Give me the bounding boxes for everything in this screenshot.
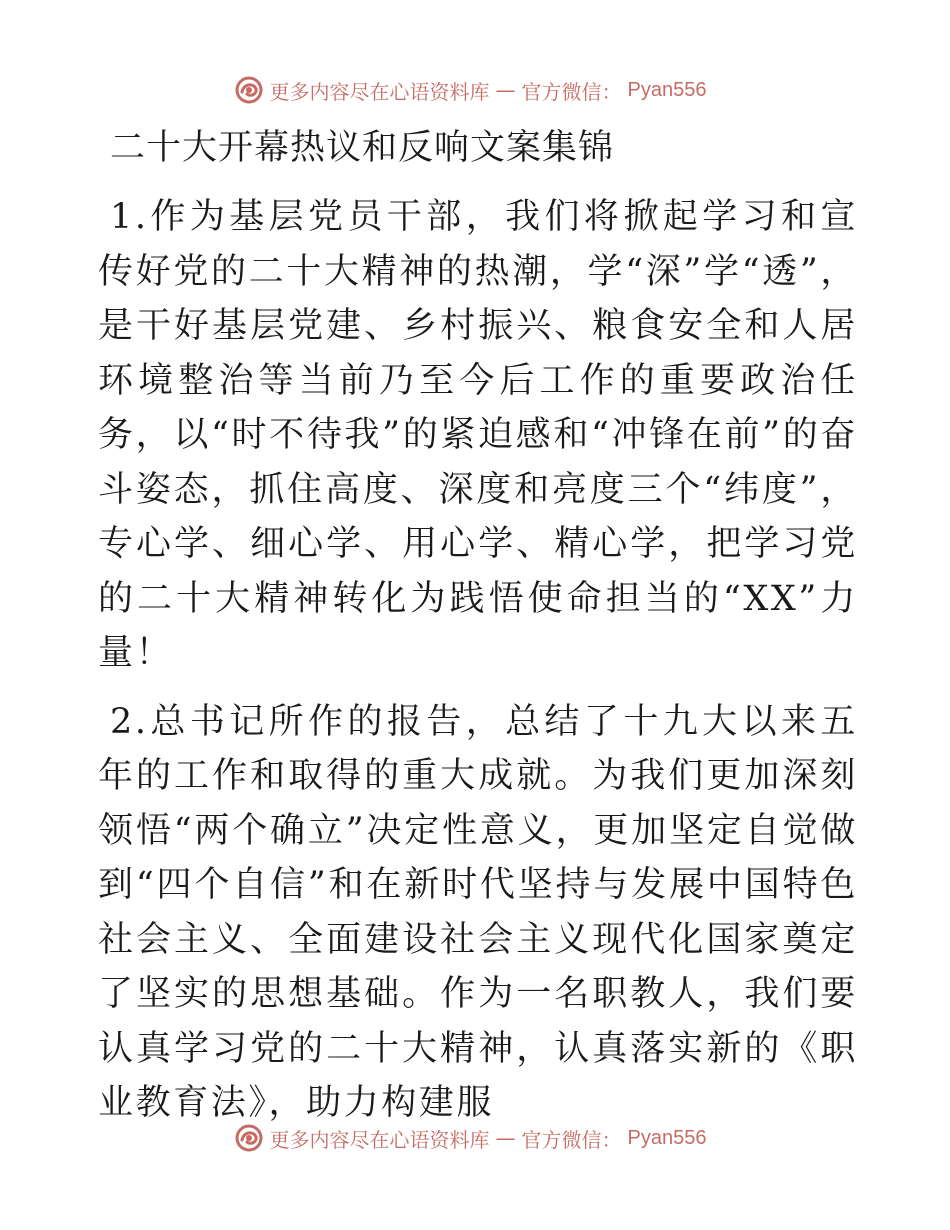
paragraph-1 <box>98 190 858 681</box>
footer-watermark-banner <box>0 1118 950 1158</box>
banner-separator: — <box>495 78 516 102</box>
paragraph-2-text: 2.总书记所作的报告，总结了十九大以来五年的工作和取得的重大成就。为我们更加深刻领悟“两个确立”决定性意义，更加坚定自觉做到“四个自信”和在新时代坚持与发展中国特色社会主义、全面建设社会主义现代化国家奠定了坚实的思想基础。作为一名职教人，我们要认真学习党的二十大精神，认真落实新的《职业教育法》，助力构建服 <box>98 701 858 1123</box>
document-body <box>98 122 858 1131</box>
banner-slogan: 更多内容尽在心语资料库 <box>269 79 490 104</box>
footer-banner-wechat-label: 官方微信： <box>521 1127 622 1152</box>
header-watermark-banner <box>0 70 950 110</box>
paragraph-1-text: 1.作为基层党员干部，我们将掀起学习和宣传好党的二十大精神的热潮，学“深”学“透”，是干好基层党建、乡村振兴、粮食安全和人居环境整治等当前乃至今后工作的重要政治任务，以“时不待我”的紧迫感和“冲锋在前”的奋斗姿态，抓住高度、深度和亮度三个“纬度”，专心学、细心学、用心学、精心学，把学习党的二十大精神转化为践悟使命担当的“XX”力量！ <box>98 197 858 673</box>
paragraph-2 <box>98 695 858 1131</box>
swirl-logo-icon <box>234 1123 264 1153</box>
footer-banner-slogan: 更多内容尽在心语资料库 <box>269 1127 490 1152</box>
footer-banner-separator: — <box>495 1126 516 1150</box>
footer-banner-content <box>234 1123 707 1153</box>
banner-wechat-id: Pyan556 <box>627 78 707 101</box>
footer-banner-wechat-id: Pyan556 <box>627 1126 707 1149</box>
banner-wechat-label: 官方微信： <box>521 79 622 104</box>
banner-content <box>234 75 707 105</box>
document-title: 二十大开幕热议和反响文案集锦 <box>110 128 615 168</box>
swirl-logo-icon <box>234 75 264 105</box>
